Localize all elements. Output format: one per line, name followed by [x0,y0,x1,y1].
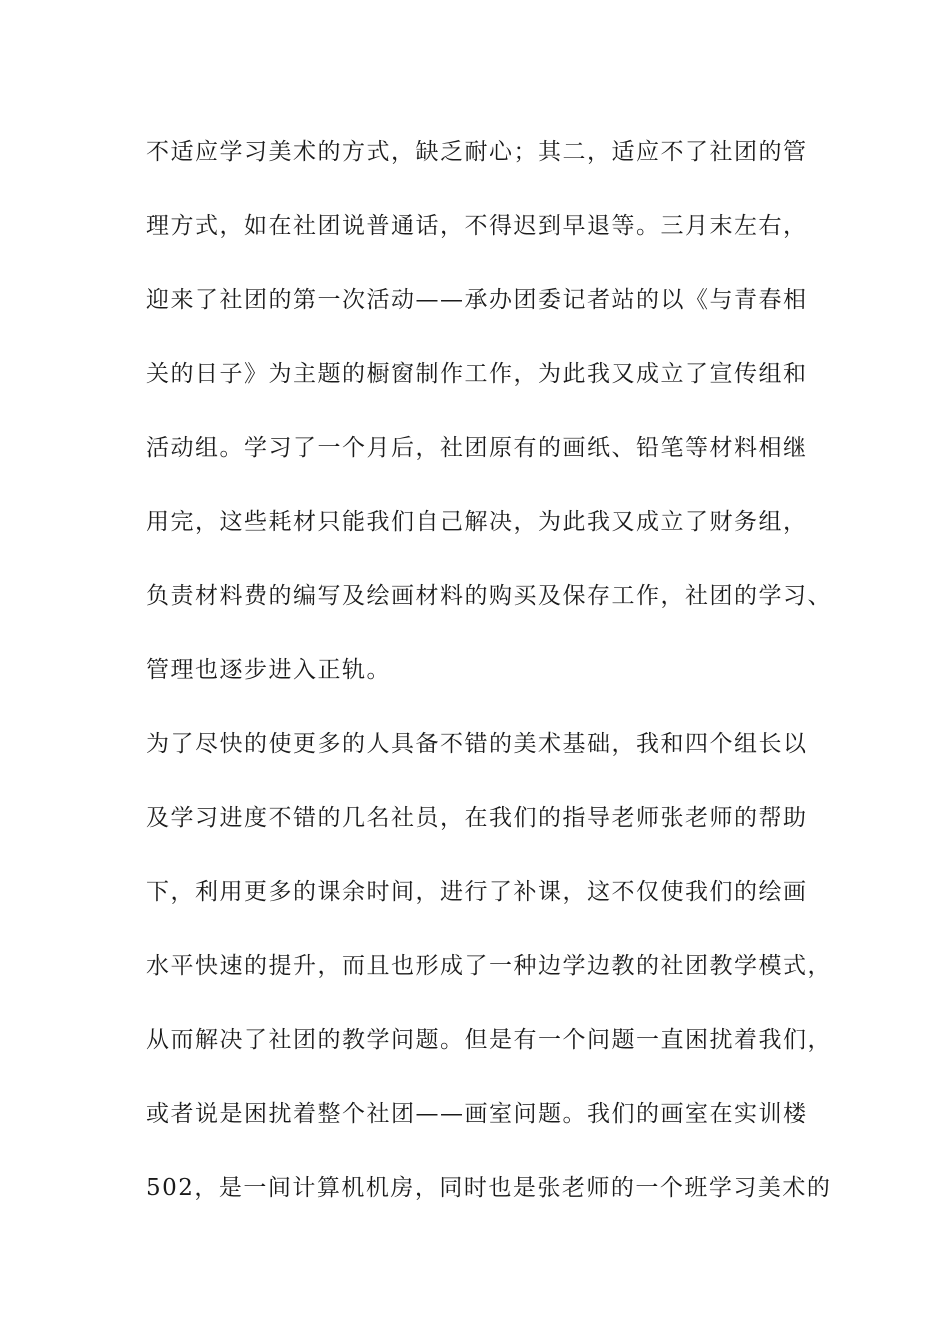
text-line: 下，利用更多的课余时间，进行了补课，这不仅使我们的绘画 [146,879,808,905]
text-line: 迎来了社团的第一次活动——承办团委记者站的以《与青春相 [146,287,808,313]
text-line: 活动组。学习了一个月后，社团原有的画纸、铅笔等材料相继 [146,435,808,461]
text-line: 用完，这些耗材只能我们自己解决，为此我又成立了财务组， [146,509,808,535]
text-line: 负责材料费的编写及绘画材料的购买及保存工作，社团的学习、 [146,583,832,609]
text-line: 管理也逐步进入正轨。 [146,657,391,683]
text-line: 关的日子》为主题的橱窗制作工作，为此我又成立了宣传组和 [146,361,808,387]
text-line: 502，是一间计算机机房，同时也是张老师的一个班学习美术的 [146,1175,832,1201]
text-line: 不适应学习美术的方式，缺乏耐心；其二，适应不了社团的管 [146,139,808,165]
text-line: 为了尽快的使更多的人具备不错的美术基础，我和四个组长以 [146,731,808,757]
text-line: 及学习进度不错的几名社员，在我们的指导老师张老师的帮助 [146,805,808,831]
text-line: 或者说是困扰着整个社团——画室问题。我们的画室在实训楼 [146,1101,808,1127]
text-line: 理方式，如在社团说普通话，不得迟到早退等。三月末左右， [146,213,808,239]
text-line: 水平快速的提升，而且也形成了一种边学边教的社团教学模式， [146,953,832,979]
text-line: 从而解决了社团的教学问题。但是有一个问题一直困扰着我们， [146,1027,832,1053]
body-text [146,130,836,1240]
